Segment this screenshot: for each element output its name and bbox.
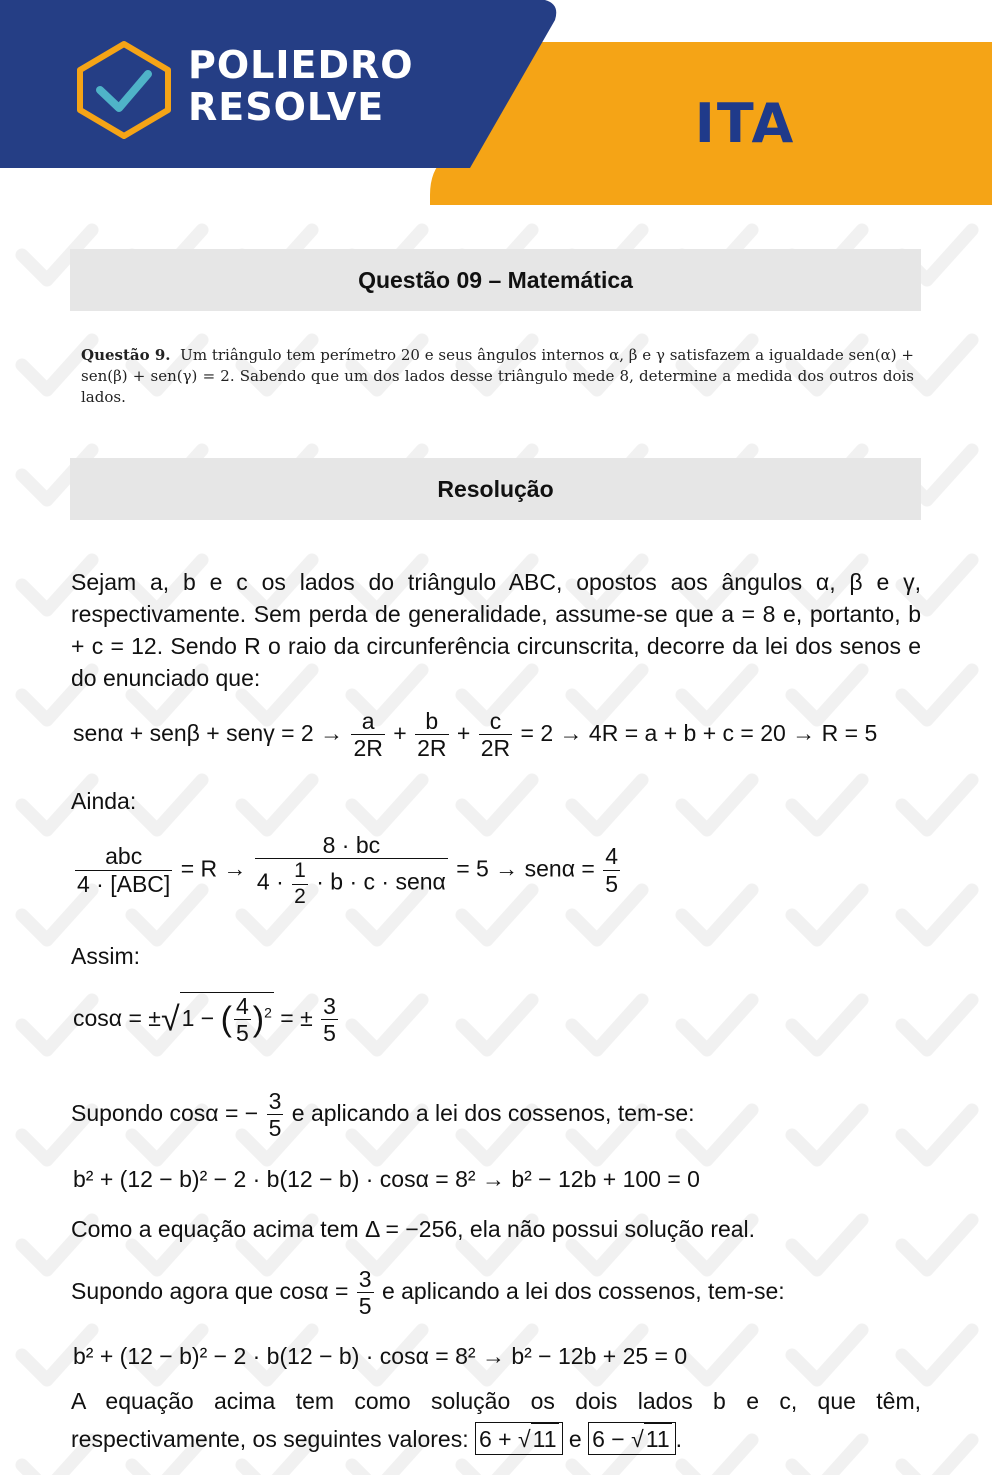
question-statement — [81, 345, 914, 408]
radicand — [180, 992, 274, 1047]
denominator — [255, 859, 448, 908]
plus-sign: + — [393, 720, 407, 747]
resolution-paragraph-1: Sejam a, b e c os lados do triângulo ABC, opostos aos ângulos α, β e γ, respectivamente. Sem perda de generalidade, assume-se que a = 8 e, portanto, b + c = 12. Sendo R o raio da circunferência circunscrita, decorre da lei dos senos e do enunciado que: — [71, 569, 921, 691]
label-ainda: Ainda: — [71, 788, 137, 814]
numerator: abc — [75, 843, 172, 870]
exam-name: ITA — [694, 92, 796, 155]
plus-sign: + — [456, 720, 471, 747]
denominator: 2R — [353, 735, 383, 762]
eq1-right: = 2 → 4R = a + b + c = 20 → R = 5 — [520, 720, 878, 747]
question-label: Questão 9. — [81, 346, 171, 364]
sqrt-icon: √ — [160, 1000, 180, 1039]
numerator: 3 — [268, 1088, 282, 1114]
radicand-a: 1 − — [181, 1005, 215, 1032]
conclusion-line-2 — [71, 1422, 682, 1455]
equation-cosine — [73, 992, 340, 1047]
fraction-3-5 — [321, 993, 338, 1047]
denominator: 5 — [235, 1020, 249, 1047]
fraction-4-5 — [603, 843, 620, 897]
question-title-bar — [70, 249, 921, 311]
conclusion-text: respectivamente, os seguintes valores: — [71, 1426, 469, 1452]
equation-cosine-law-1: b² + (12 − b)² − 2 · b(12 − b) · cosα = 8² → b² − 12b + 100 = 0 — [73, 1166, 700, 1192]
denominator: 5 — [323, 1020, 336, 1047]
eq3-left: cosα = ± — [73, 1005, 161, 1032]
line4-b: e aplicando a lei dos cossenos, tem-se: — [291, 1100, 695, 1127]
eq3-right: = ± — [280, 1005, 313, 1032]
numerator: b — [415, 708, 448, 735]
fraction-8bc — [255, 832, 448, 909]
brand-line-1: POLIEDRO — [188, 43, 414, 87]
fraction-abc-area — [75, 843, 172, 897]
answer-box-1: 6 + √11 — [475, 1422, 563, 1455]
denominator: 2 — [294, 884, 306, 908]
resolution-title: Resolução — [437, 476, 554, 502]
numerator: 4 — [235, 993, 249, 1019]
den-part-a: 4 · — [256, 869, 284, 896]
brand-line-2: RESOLVE — [188, 85, 385, 129]
fraction-4-5-inner — [234, 993, 251, 1047]
conclusion-line-1: A equação acima tem como solução os dois lados b e c, que têm, — [71, 1388, 921, 1414]
fraction-c-2r — [479, 708, 512, 762]
line7-a: Supondo agora que cosα = — [71, 1278, 349, 1305]
paren-open: ( — [220, 1000, 232, 1039]
fraction-half — [292, 859, 308, 908]
question-title: Questão 09 – Matemática — [358, 267, 633, 293]
denominator: 5 — [268, 1115, 282, 1142]
exponent: 2 — [264, 1004, 272, 1021]
numerator: a — [351, 708, 384, 735]
eq1-left: senα + senβ + senγ = 2 → — [73, 720, 344, 747]
resolution-title-bar — [70, 458, 921, 520]
denominator: 5 — [358, 1293, 372, 1320]
eq2-mid2: = 5 → senα = — [456, 855, 595, 882]
period: . — [675, 1426, 683, 1452]
answer-1-radicand: 11 — [531, 1423, 559, 1454]
equation-cosine-law-2: b² + (12 − b)² − 2 · b(12 − b) · cosα = 8² → b² − 12b + 25 = 0 — [73, 1343, 688, 1369]
denominator: 4 · [ABC] — [77, 870, 171, 897]
eq2-mid: = R → — [180, 855, 247, 882]
discriminant-statement: Como a equação acima tem Δ = −256, ela não possui solução real. — [71, 1216, 756, 1242]
paren-close: ) — [252, 1000, 265, 1039]
answer-1-a: 6 + — [478, 1426, 512, 1452]
equation-circumradius — [73, 832, 622, 909]
denominator: 5 — [605, 870, 619, 897]
den-part-b: · b · c · senα — [316, 869, 446, 896]
fraction-b-2r — [415, 708, 448, 762]
fraction-a-2r — [351, 708, 384, 762]
conjunction: e — [568, 1426, 582, 1452]
numerator: 8 · bc — [255, 832, 448, 859]
brand-name — [188, 44, 414, 128]
answer-2-radicand: 11 — [644, 1423, 672, 1454]
fraction-3-5-pos — [357, 1266, 374, 1320]
denominator: 2R — [417, 735, 447, 762]
denominator: 2R — [480, 735, 511, 762]
label-assim: Assim: — [71, 943, 140, 969]
supposition-positive — [71, 1266, 785, 1320]
line4-a: Supondo cosα = − — [71, 1100, 259, 1127]
question-text: Um triângulo tem perímetro 20 e seus ângulos internos α, β e γ satisfazem a igualdade sen(α) + sen(β) + sen(γ) = 2. Sabendo que um dos lados desse triângulo mede 8, determine a medida dos outros dois lados. — [81, 346, 915, 406]
answer-2-a: 6 − — [592, 1426, 625, 1452]
numerator: 1 — [292, 859, 308, 884]
answer-box-2: 6 − √11 — [588, 1422, 676, 1455]
numerator: 3 — [358, 1266, 372, 1292]
equation-sum-of-sines — [73, 708, 877, 762]
numerator: c — [479, 708, 512, 735]
line7-b: e aplicando a lei dos cossenos, tem-se: — [381, 1278, 785, 1305]
supposition-negative — [71, 1088, 695, 1142]
fraction-3-5-neg — [267, 1088, 284, 1142]
numerator: 4 — [605, 843, 619, 870]
numerator: 3 — [323, 993, 336, 1019]
